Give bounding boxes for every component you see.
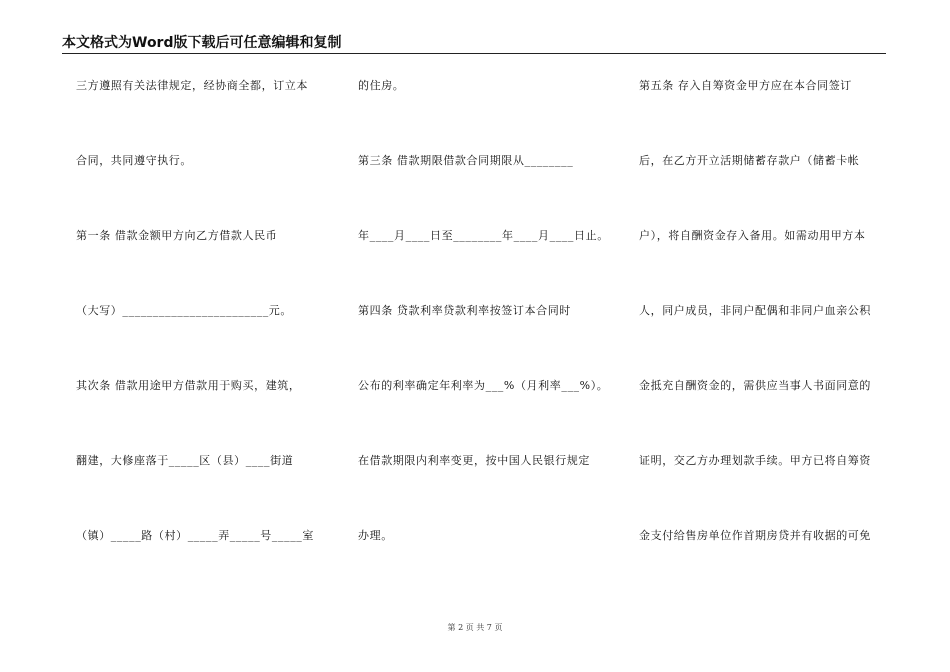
text-line: 证明，交乙方办理划款手续。甲方已将自筹资: [639, 454, 871, 467]
text-line: 办理。: [358, 529, 393, 542]
text-line: 三方遵照有关法律规定，经协商全都，订立本: [76, 79, 308, 92]
text-line: 年____月____日至________年____月____日止。: [358, 229, 609, 242]
page-number: 第 2 页 共 7 页: [447, 623, 503, 632]
text-line: 其次条 借款用途甲方借款用于购买，建筑，: [76, 379, 301, 392]
text-line: 人，同户成员，非同户配偶和非同户血亲公积: [639, 304, 871, 317]
text-line: 金抵充自酬资金的，需供应当事人书面同意的: [639, 379, 871, 392]
text-line: 的住房。: [358, 79, 405, 92]
text-line: （大写）________________________元。: [76, 304, 292, 317]
text-line: 第一条 借款金额甲方向乙方借款人民币: [76, 229, 278, 242]
text-line: （镇）_____路（村）_____弄_____号_____室: [76, 529, 314, 542]
text-line: 金支付给售房单位作首期房贷并有收据的可免: [639, 529, 871, 542]
text-line: 翻建，大修座落于_____区（县）____街道: [76, 454, 294, 467]
document-header: 本文格式为Word版下载后可任意编辑和复制: [62, 35, 342, 51]
text-line: 在借款期限内利率变更，按中国人民银行规定: [358, 454, 590, 467]
text-line: 户），将自酬资金存入备用。如需动用甲方本: [639, 229, 866, 242]
text-line: 第五条 存入自筹资金甲方应在本合同签订: [639, 79, 852, 92]
text-line: 合同，共同遵守执行。: [76, 154, 192, 167]
header-divider: [62, 53, 886, 54]
text-line: 第三条 借款期限借款合同期限从________: [358, 154, 574, 167]
text-line: 第四条 贷款利率贷款利率按签订本合同时: [358, 304, 571, 317]
text-line: 公布的利率确定年利率为___%（月利率___%）。: [358, 379, 609, 392]
text-line: 后，在乙方开立活期储蓄存款户（储蓄卡帐: [639, 154, 860, 167]
